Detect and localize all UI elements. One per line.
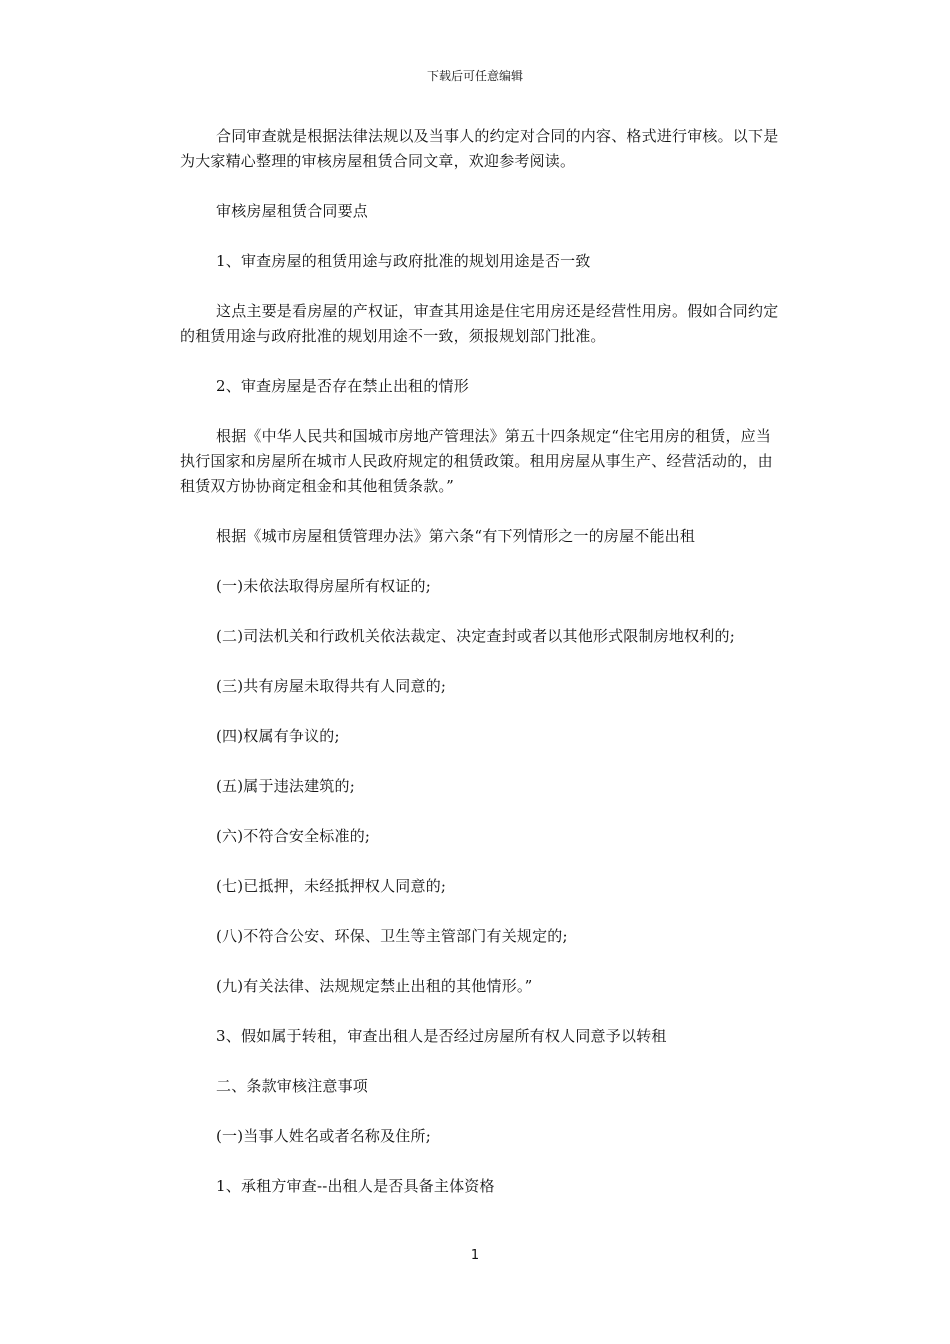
list-item: (四)权属有争议的;	[216, 727, 340, 745]
section-heading: 审核房屋租赁合同要点	[216, 202, 369, 220]
paragraph-intro: 合同审查就是根据法律法规以及当事人的约定对合同的内容、格式进行审核。以下是为大家精心整理的审核房屋租赁合同文章，欢迎参考阅读。	[180, 127, 779, 170]
item-heading: 1、审查房屋的租赁用途与政府批准的规划用途是否一致	[216, 252, 591, 270]
list-item: (五)属于违法建筑的;	[216, 777, 355, 795]
item-heading: 3、假如属于转租，审查出租人是否经过房屋所有权人同意予以转租	[216, 1027, 667, 1045]
list-item: (一)未依法取得房屋所有权证的;	[216, 577, 431, 595]
list-item: (九)有关法律、法规规定禁止出租的其他情形。”	[216, 977, 533, 995]
list-item: (三)共有房屋未取得共有人同意的;	[216, 677, 447, 695]
paragraph: 这点主要是看房屋的产权证，审查其用途是住宅用房还是经营性用房。假如合同约定的租赁用途与政府批准的规划用途不一致，须报规划部门批准。	[180, 302, 779, 345]
list-item: (六)不符合安全标准的;	[216, 827, 371, 845]
document-body	[180, 124, 780, 1224]
item-heading: 1、承租方审查--出租人是否具备主体资格	[216, 1177, 495, 1195]
paragraph: 根据《中华人民共和国城市房地产管理法》第五十四条规定“住宅用房的租赁，应当执行国家和房屋所在城市人民政府规定的租赁政策。租用房屋从事生产、经营活动的，由租赁双方协协商定租金和其他租赁条款。”	[180, 427, 773, 495]
paragraph: 根据《城市房屋租赁管理办法》第六条“有下列情形之一的房屋不能出租	[216, 527, 696, 545]
list-item: (二)司法机关和行政机关依法裁定、决定查封或者以其他形式限制房地权利的;	[216, 627, 735, 645]
list-item: (八)不符合公安、环保、卫生等主管部门有关规定的;	[216, 927, 568, 945]
page-header: 下载后可任意编辑	[426, 69, 523, 83]
item-heading: 2、审查房屋是否存在禁止出租的情形	[216, 377, 469, 395]
list-item: (七)已抵押，未经抵押权人同意的;	[216, 877, 447, 895]
page-number: 1	[470, 1248, 480, 1263]
section-heading: 二、条款审核注意事项	[216, 1077, 369, 1095]
list-item: (一)当事人姓名或者名称及住所;	[216, 1127, 431, 1145]
